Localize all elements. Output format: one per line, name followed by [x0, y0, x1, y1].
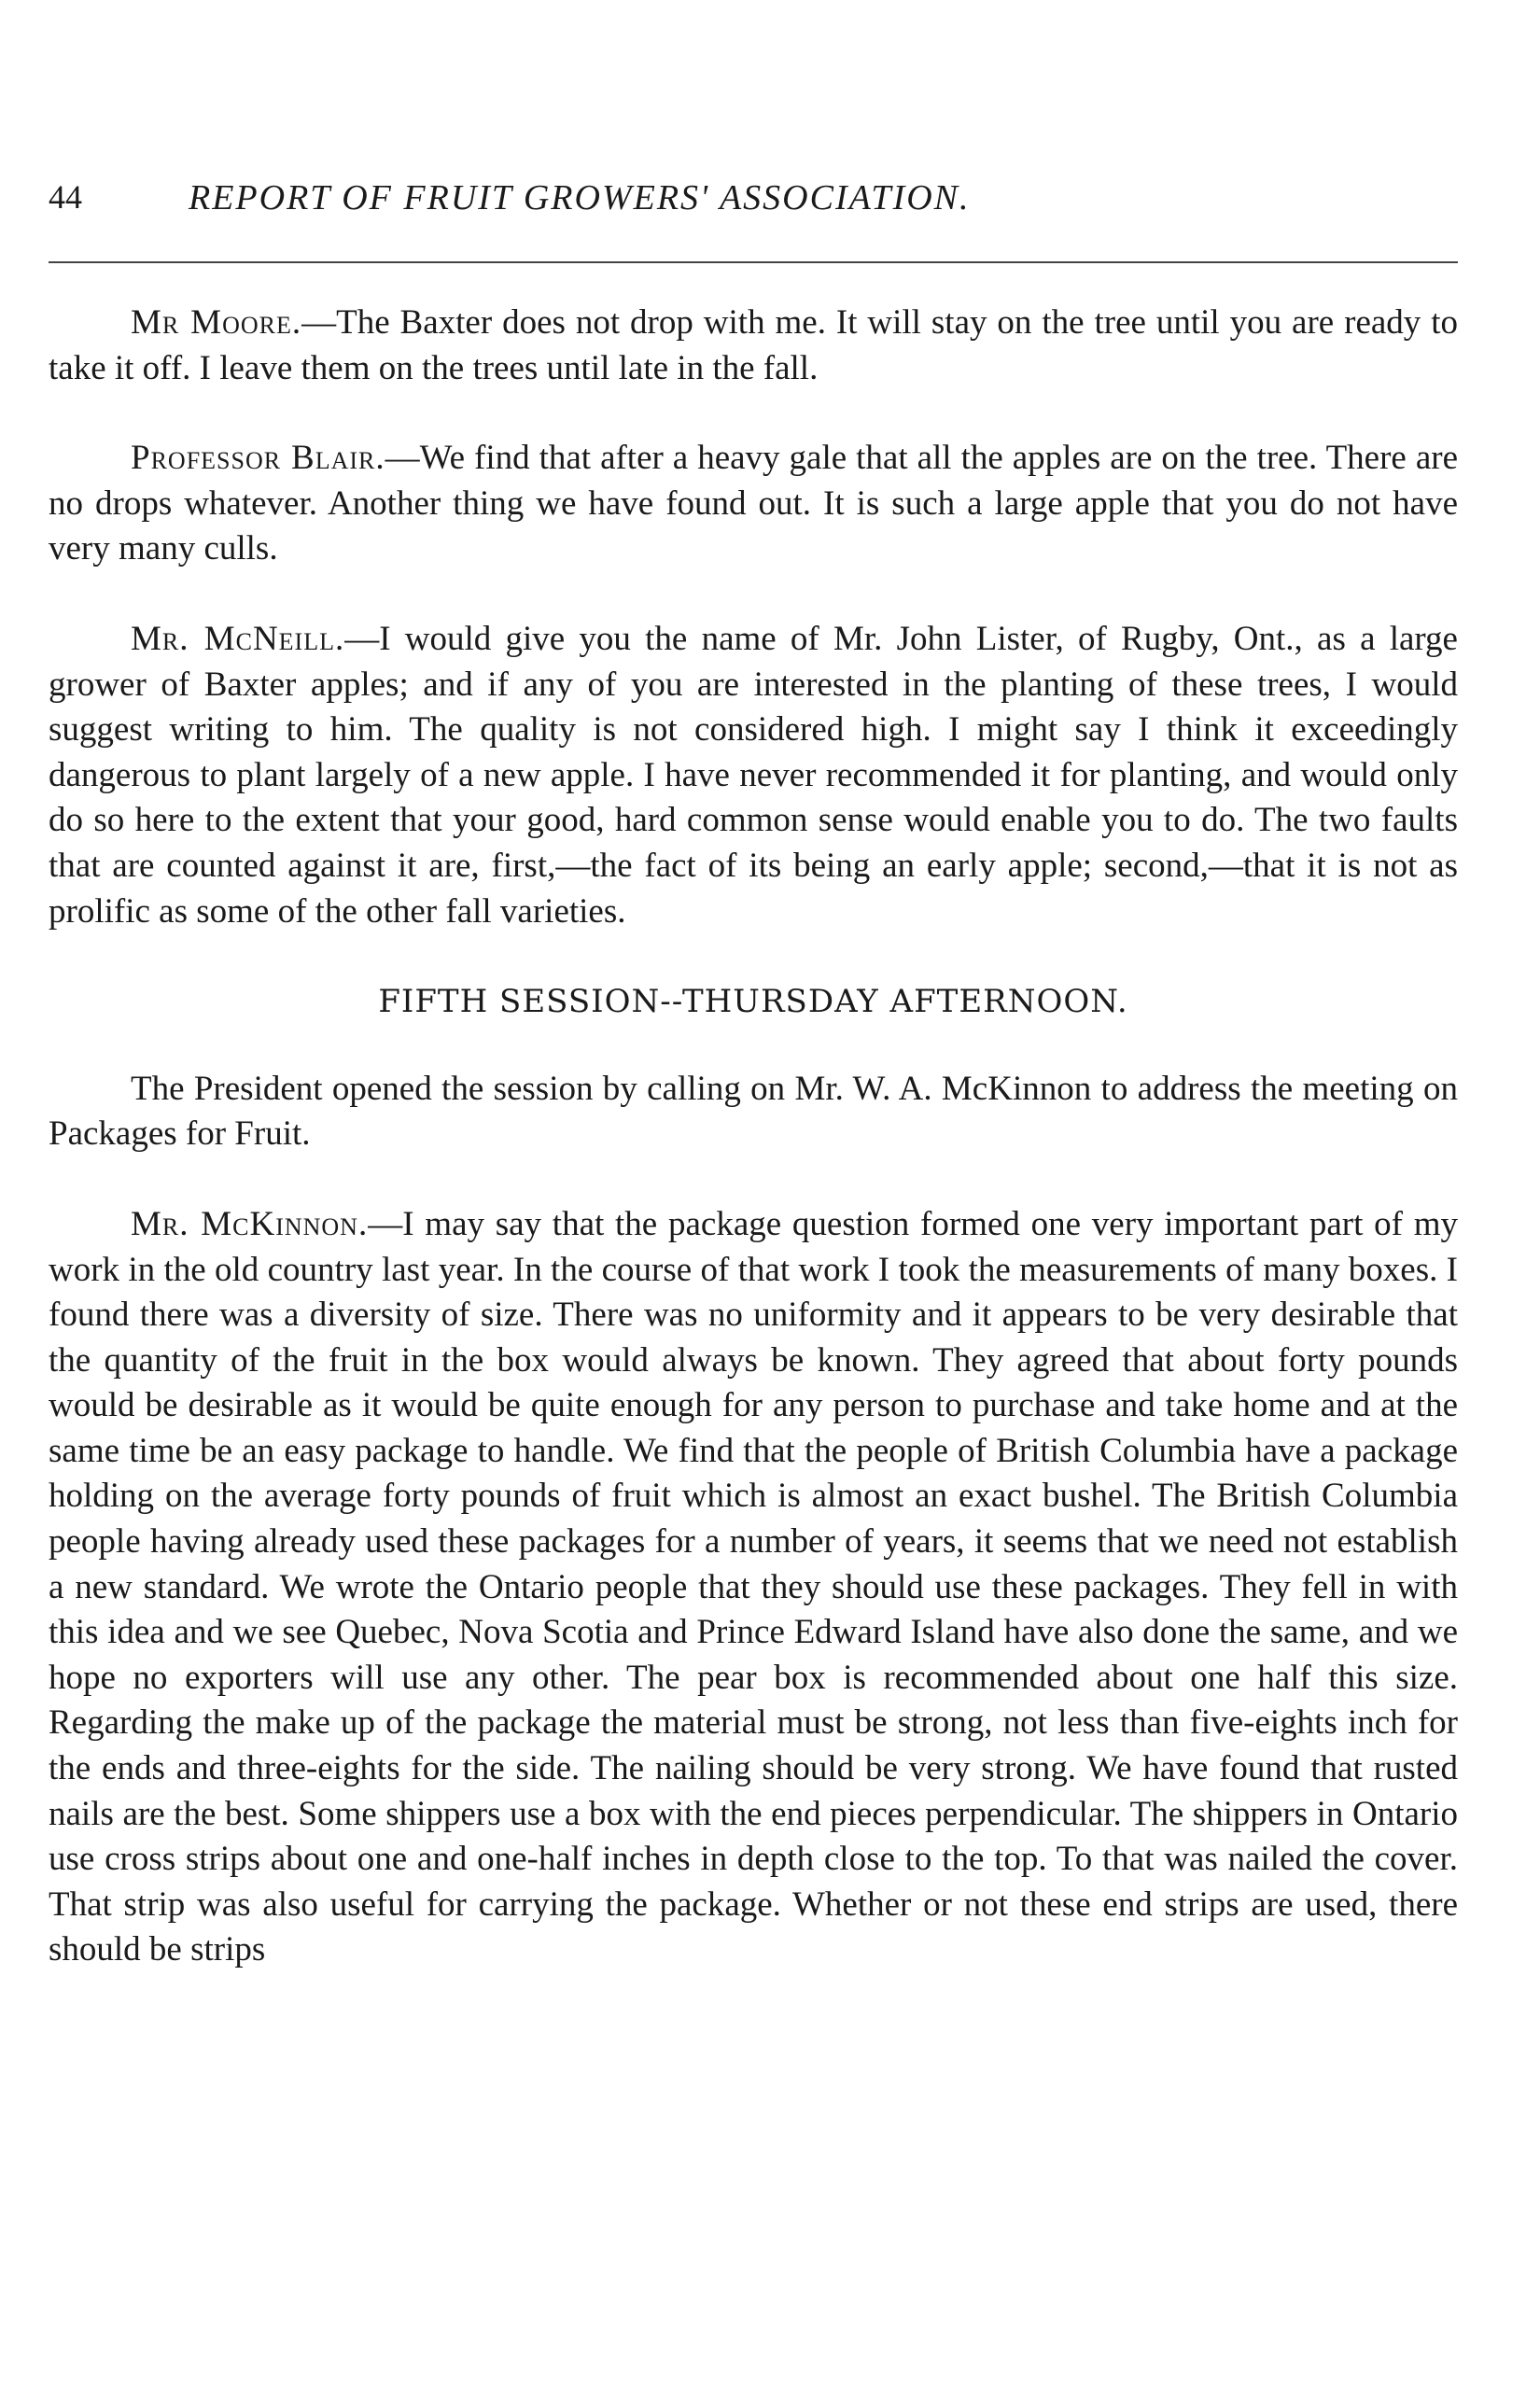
paragraph-text: —We find that after a heavy gale that all the apples are on the tree. There are no drops whatever. Another thing we have found out. It is such a large apple that you do not have very many culls.	[49, 439, 1458, 568]
speaker-name: Mr. McKinnon.	[131, 1204, 369, 1243]
paragraph-text: —The Baxter does not drop with me. It will stay on the tree until you are ready to take it off. I leave them on the trees until late in the fall.	[49, 303, 1458, 387]
speaker-name: Professor Blair.	[131, 439, 385, 478]
paragraph-text: The President opened the session by calling on Mr. W. A. McKinnon to address the meeting on Packages for Fruit.	[49, 1069, 1458, 1154]
paragraph-president	[49, 1067, 1458, 1157]
body-text	[49, 301, 1458, 2018]
speaker-name: Mr. McNeill.	[131, 619, 345, 658]
paragraph-mckinnon	[49, 1202, 1458, 1973]
header-rule	[49, 261, 1458, 263]
speaker-name: Mr Moore.	[131, 303, 302, 342]
paragraph-moore	[49, 301, 1458, 391]
running-title: REPORT OF FRUIT GROWERS' ASSOCIATION.	[189, 178, 971, 217]
running-header	[49, 177, 1458, 224]
paragraph-mcneill	[49, 617, 1458, 934]
paragraph-text: —I may say that the package question formed one very important part of my work in the old country last year. In the course of that work I took the measurements of many boxes. I found there was a diversity of size. There was no uniformity and it appears to be very desirable that the quantity of the fruit in the box would always be known. They agreed that about forty pounds would be desirable as it would be quite enough for any person to purchase and take home and at the same time be an easy package to handle. We find that the people of British Columbia have a package holding on the average forty pounds of fruit which is almost an exact bushel. The British Columbia people having already used these packages for a number of years, it seems that we need not establish a new standard. We wrote the Ontario people that they should use these packages. They fell in with this idea and we see Quebec, Nova Scotia and Prince Edward Island have also done the same, and we hope no exporters will use any other. The pear box is recommended about one half this size. Regarding the make up of the package the material must be strong, not less than five-eights inch for the ends and three-eights for the side. The nailing should be very strong. We have found that rusted nails are the best. Some shippers use a box with the end pieces perpendicular. The shippers in Ontario use cross strips about one and one-half inches in depth close to the top. To that was nailed the cover. That strip was also useful for carrying the package. Whether or not these end strips are used, there should be strips	[49, 1204, 1458, 1969]
section-heading: FIFTH SESSION--THURSDAY AFTERNOON.	[378, 983, 1128, 1021]
page-number: 44	[49, 178, 82, 216]
paragraph-blair	[49, 436, 1458, 572]
paragraph-text: —I would give you the name of Mr. John Lister, of Rugby, Ont., as a large grower of Baxter apples; and if any of you are interested in the planting of these trees, I would suggest writing to him. The quality is not considered high. I might say I think it exceedingly dangerous to plant largely of a new apple. I have never recommended it for planting, and would only do so here to the extent that your good, hard common sense would enable you to do. The two faults that are counted against it are, first,—the fact of its being an early apple; second,—that it is not as prolific as some of the other fall varieties.	[49, 619, 1458, 931]
